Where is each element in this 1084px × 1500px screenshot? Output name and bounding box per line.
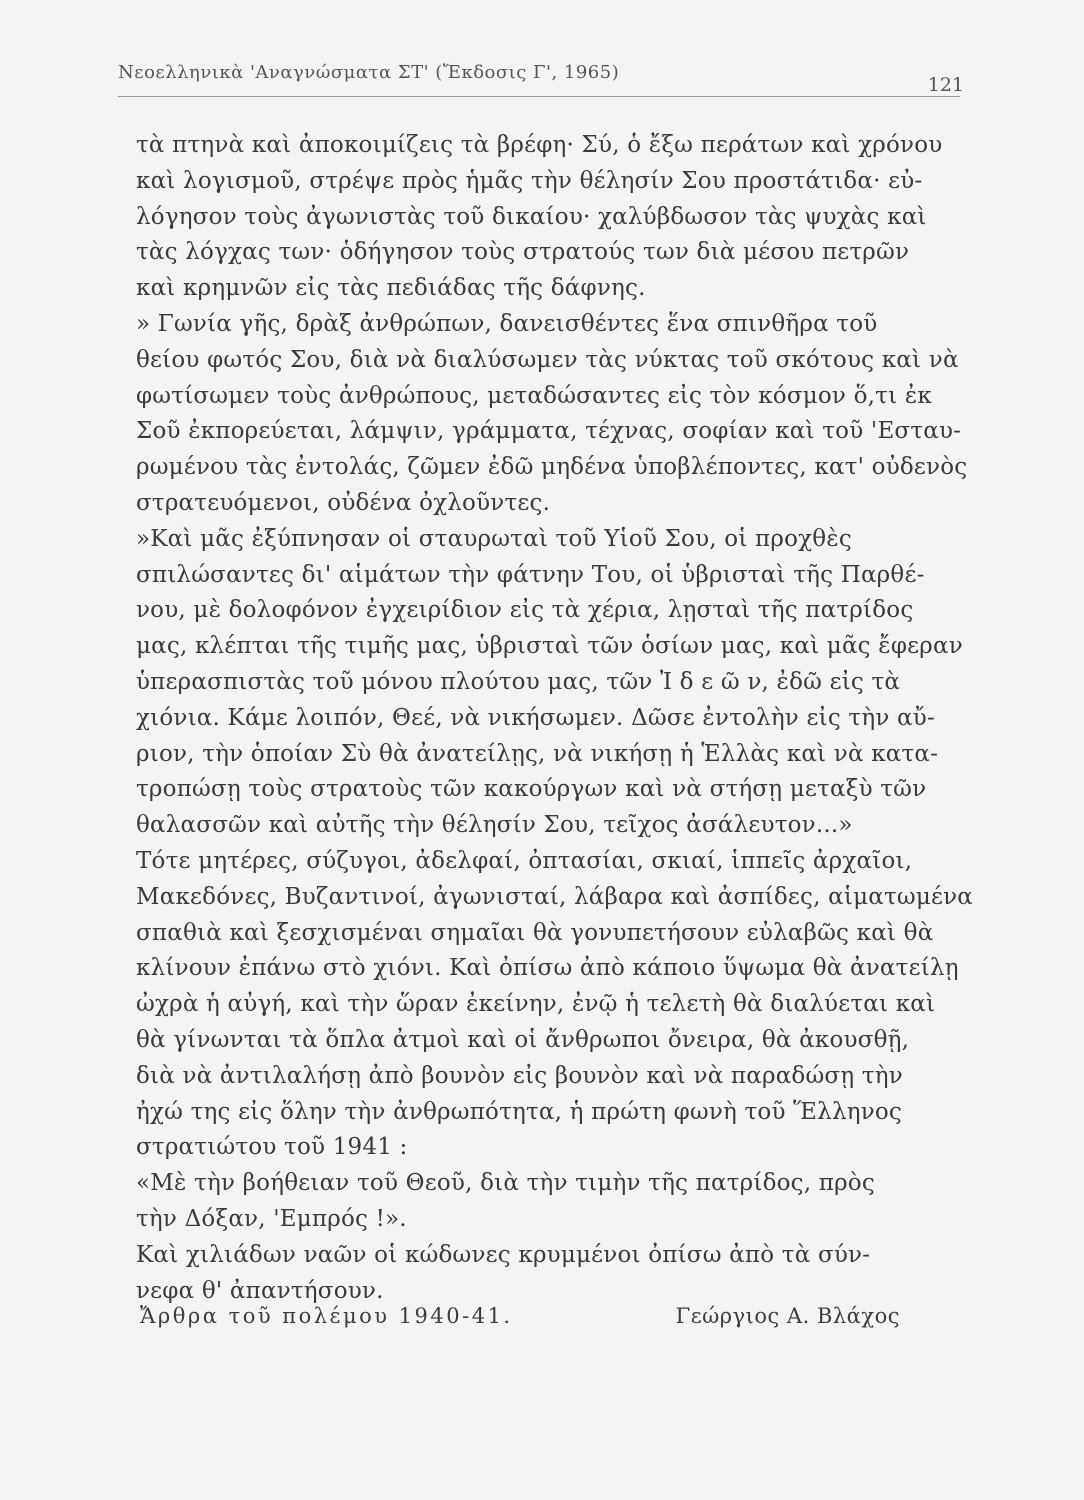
text-line: »Καὶ μᾶς ἐξύπνησαν οἱ σταυρωταὶ τοῦ Υἱοῦ Σου, οἱ προχθὲς (136, 525, 852, 552)
text-line: σπιλώσαντες δι' αἱμάτων τὴν φάτνην Του, οἱ ὑβρισταὶ τῆς Παρθέ- (136, 561, 925, 588)
body-text (136, 128, 974, 1309)
text-line: τὴν Δόξαν, 'Εμπρός !». (136, 1205, 407, 1232)
page-footer (140, 1304, 900, 1344)
text-line: διὰ νὰ ἀντιλαλήσῃ ἀπὸ βουνὸν εἰς βουνὸν καὶ νὰ παραδώσῃ τὴν (136, 1062, 903, 1089)
text-line: τροπώσῃ τοὺς στρατοὺς τῶν κακούργων καὶ νὰ στήσῃ μεταξὺ τῶν (136, 776, 927, 803)
text-line: μας, κλέπται τῆς τιμῆς μας, ὑβρισταὶ τῶν ὁσίων μας, καὶ μᾶς ἔφεραν (136, 633, 963, 660)
text-line: ὠχρὰ ἡ αὐγή, καὶ τὴν ὥραν ἐκείνην, ἐνῷ ἡ τελετὴ θὰ διαλύεται καὶ (136, 991, 936, 1018)
text-line: καὶ λογισμοῦ, στρέψε πρὸς ἡμᾶς τὴν θέλησίν Σου προστάτιδα· εὐ- (136, 167, 923, 194)
text-line: Μακεδόνες, Βυζαντινοί, ἀγωνισταί, λάβαρα καὶ ἀσπίδες, αἱματωμένα (136, 883, 974, 910)
text-line: κλίνουν ἐπάνω στὸ χιόνι. Καὶ ὀπίσω ἀπὸ κάποιο ὕψωμα θὰ ἀνατείλῃ (136, 955, 959, 982)
text-line: νεφα θ' ἀπαντήσουν. (136, 1277, 384, 1304)
source-citation: Ἄρθρα τοῦ πολέμου 1940-41. (140, 1304, 513, 1328)
text-line: Σοῦ ἐκπορεύεται, λάμψιν, γράμματα, τέχνας, σοφίαν καὶ τοῦ 'Εσταυ- (136, 418, 962, 445)
running-header (118, 62, 970, 94)
text-line: «Μὲ τὴν βοήθειαν τοῦ Θεοῦ, διὰ τὴν τιμὴν τῆς πατρίδος, πρὸς (136, 1170, 875, 1197)
text-line: τὰ πτηνὰ καὶ ἀποκοιμίζεις τὰ βρέφη· Σύ, ὁ ἔξω περάτων καὶ χρόνου (136, 132, 943, 158)
text-line: ριον, τὴν ὁποίαν Σὺ θὰ ἀνατείλῃς, νὰ νικήσῃ ἡ Ἑλλὰς καὶ νὰ κατα- (136, 740, 939, 767)
text-line: θὰ γίνωνται τὰ ὅπλα ἀτμοὶ καὶ οἱ ἄνθρωποι ὄνειρα, θὰ ἀκουσθῇ, (136, 1026, 910, 1053)
header-rule (118, 96, 960, 97)
text-line: Καὶ χιλιάδων ναῶν οἱ κώδωνες κρυμμένοι ὀπίσω ἀπὸ τὰ σύν- (136, 1241, 871, 1268)
text-line: λόγησον τοὺς ἀγωνιστὰς τοῦ δικαίου· χαλύβδωσον τὰς ψυχὰς καὶ (136, 203, 927, 230)
text-line: νου, μὲ δολοφόνον ἐγχειρίδιον εἰς τὰ χέρια, λῃσταὶ τῆς πατρίδος (136, 597, 914, 624)
running-title: Νεοελληνικὰ 'Αναγνώσματα ΣΤ' (Ἔκδοσις Γ', 1965) (118, 62, 620, 83)
author-name: Γεώργιος Α. Βλάχος (675, 1304, 900, 1328)
text-line: καὶ κρημνῶν εἰς τὰς πεδιάδας τῆς δάφνης. (136, 275, 646, 302)
text-line: » Γωνία γῆς, δρὰξ ἀνθρώπων, δανεισθέντες ἕνα σπινθῆρα τοῦ (136, 310, 878, 337)
text-line: ὑπερασπιστὰς τοῦ μόνου πλούτου μας, τῶν Ἰ δ ε ῶ ν, ἐδῶ εἰς τὰ (136, 668, 901, 695)
text-line: θείου φωτός Σου, διὰ νὰ διαλύσωμεν τὰς νύκτας τοῦ σκότους καὶ νὰ (136, 346, 959, 373)
text-line: ἠχώ της εἰς ὅλην τὴν ἀνθρωπότητα, ἡ πρώτη φωνὴ τοῦ Ἕλληνος (136, 1098, 903, 1125)
text-line: στρατευόμενοι, οὐδένα ὀχλοῦντες. (136, 489, 551, 516)
page-number: 121 (927, 74, 964, 96)
text-line: τὰς λόγχας των· ὁδήγησον τοὺς στρατούς των διὰ μέσου πετρῶν (136, 239, 910, 266)
text-line: σπαθιὰ καὶ ξεσχισμέναι σημαῖαι θὰ γονυπετήσουν εὐλαβῶς καὶ θὰ (136, 919, 934, 946)
text-line: ρωμένου τὰς ἐντολάς, ζῶμεν ἐδῶ μηδένα ὑποβλέποντες, κατ' οὐδενὸς (136, 454, 968, 481)
text-line: στρατιώτου τοῦ 1941 : (136, 1134, 408, 1161)
text-line: φωτίσωμεν τοὺς ἀνθρώπους, μεταδώσαντες εἰς τὸν κόσμον ὅ,τι ἐκ (136, 382, 932, 409)
text-line: Τότε μητέρες, σύζυγοι, ἀδελφαί, ὀπτασίαι, σκιαί, ἱππεῖς ἀρχαῖοι, (136, 847, 913, 874)
text-line: χιόνια. Κάμε λοιπόν, Θεέ, νὰ νικήσωμεν. Δῶσε ἐντολὴν εἰς τὴν αὔ- (136, 704, 935, 731)
text-line: θαλασσῶν καὶ αὐτῆς τὴν θέλησίν Σου, τεῖχος ἀσάλευτον...» (136, 812, 853, 839)
